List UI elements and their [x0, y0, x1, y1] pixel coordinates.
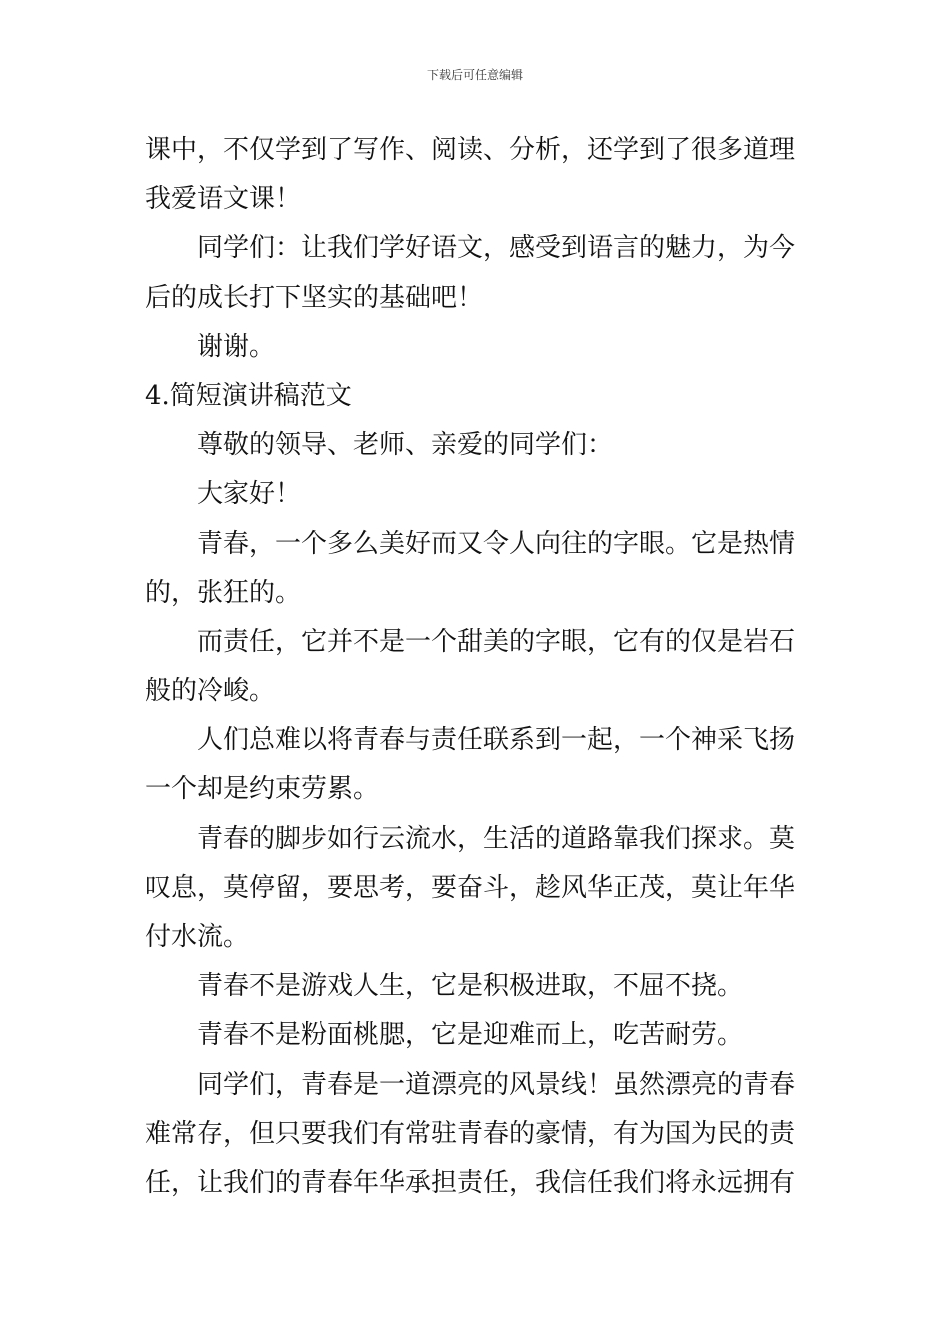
- text-line: 付水流。: [145, 922, 250, 952]
- document-body: [145, 126, 810, 1208]
- text-line: 课中，不仅学到了写作、阅读、分析，还学到了很多道理: [145, 135, 796, 165]
- text-line: 青春的脚步如行云流水，生活的道路靠我们探求。莫: [197, 823, 796, 854]
- text-line: 谢谢。: [197, 331, 276, 362]
- text-line: 尊敬的领导、老师、亲爱的同学们：: [197, 430, 614, 461]
- text-line: 任，让我们的青春年华承担责任，我信任我们将永远拥有: [145, 1167, 796, 1198]
- text-line: 后的成长打下坚实的基础吧！: [145, 282, 484, 313]
- text-line: 而责任，它并不是一个甜美的字眼，它有的仅是岩石: [197, 626, 796, 657]
- text-line: 大家好！: [197, 479, 302, 510]
- text-line: 4.简短演讲稿范文: [145, 380, 352, 411]
- text-line: 般的冷峻。: [145, 676, 276, 707]
- text-line: 难常存，但只要我们有常驻青春的豪情，有为国为民的责: [145, 1118, 796, 1149]
- text-line: 青春不是游戏人生，它是积极进取，不屈不挠。: [197, 971, 744, 1002]
- text-line: 青春不是粉面桃腮，它是迎难而上，吃苦耐劳。: [197, 1020, 744, 1051]
- text-line: 的，张狂的。: [145, 577, 302, 608]
- text-line: 同学们：让我们学好语文，感受到语言的魅力，为今: [197, 233, 796, 264]
- text-line: 一个却是约束劳累。: [145, 774, 380, 805]
- text-line: 同学们，青春是一道漂亮的风景线！虽然漂亮的青春: [197, 1069, 796, 1100]
- text-line: 我爱语文课！: [145, 184, 302, 215]
- page-header: 下载后可任意编辑: [426, 68, 523, 82]
- text-line: 叹息，莫停留，要思考，要奋斗，趁风华正茂，莫让年华: [145, 872, 796, 903]
- text-line: 青春，一个多么美好而又令人向往的字眼。它是热情: [197, 528, 796, 559]
- text-line: 人们总难以将青春与责任联系到一起，一个神采飞扬: [197, 725, 796, 756]
